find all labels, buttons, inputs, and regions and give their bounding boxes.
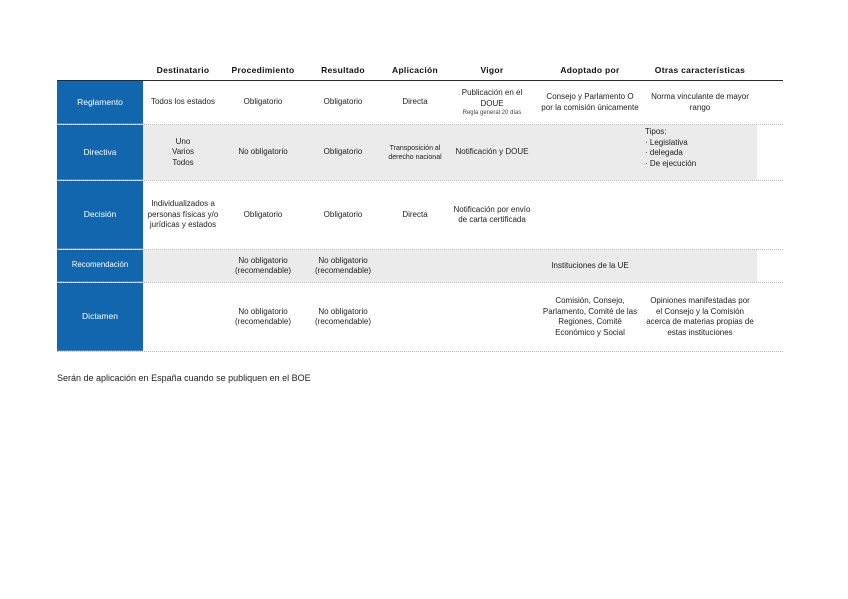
cell-otras: Opiniones manifestadas por el Consejo y la Comisión acerca de materias propias de estas instituciones <box>646 296 754 337</box>
cell-vigor <box>447 250 537 282</box>
footnote: Serán de aplicación en España cuando se publiquen en el BOE <box>57 373 311 383</box>
cell-aplicacion <box>383 283 447 351</box>
cell-destinatario <box>143 283 223 351</box>
header-procedimiento: Procedimiento <box>231 65 295 75</box>
cell-resultado: Obligatorio <box>303 125 383 180</box>
destinatario-item: Varios <box>171 147 195 157</box>
table-body <box>57 81 783 352</box>
table-row-decision <box>57 181 783 250</box>
cell-adoptado: Comisión, Consejo, Parlamento, Comité de las Regiones, Comité Económico y Social <box>542 296 638 337</box>
table-row-directiva <box>57 125 783 181</box>
table-header <box>57 60 783 81</box>
cell-vigor: Notificación por envío de carta certificada <box>453 204 531 224</box>
cell-destinatario: Todos los estados <box>150 97 216 107</box>
cell-aplicacion: Transposición al derecho nacional <box>383 125 447 180</box>
table-row-recomendacion <box>57 250 783 283</box>
table-row-reglamento <box>57 81 783 125</box>
table-row-dictamen <box>57 283 783 352</box>
header-aplicacion: Aplicación <box>392 65 438 75</box>
list-item: · De ejecución <box>645 159 696 170</box>
header-otras: Otras características <box>654 65 746 75</box>
header-vigor: Vigor <box>480 65 504 75</box>
tipos-title: Tipos: <box>645 127 667 136</box>
cell-resultado: No obligatorio (recomendable) <box>314 306 372 326</box>
cell-procedimiento: Obligatorio <box>243 97 283 107</box>
cell-otras <box>643 250 757 282</box>
cell-resultado: Obligatorio <box>323 209 363 219</box>
destinatario-item: Todos <box>172 157 194 167</box>
cell-resultado: Obligatorio <box>323 97 363 107</box>
cell-otras: Norma vinculante de mayor rango <box>651 92 749 112</box>
cell-aplicacion <box>383 250 447 282</box>
row-label-directiva: Directiva <box>57 125 143 180</box>
tipos-list <box>645 138 696 170</box>
cell-procedimiento: No obligatorio (recomendable) <box>223 250 303 282</box>
header-empty <box>57 60 143 80</box>
list-item: · delegada <box>645 148 696 159</box>
row-label-decision: Decisión <box>57 181 143 249</box>
cell-adoptado: Instituciones de la UE <box>537 250 643 282</box>
vigor-text: Publicación en el DOUE <box>461 88 523 108</box>
cell-adoptado <box>537 181 643 249</box>
cell-resultado: No obligatorio (recomendable) <box>303 250 383 282</box>
cell-adoptado <box>537 125 643 180</box>
vigor-note: Regla general 20 días <box>462 110 522 116</box>
cell-destinatario <box>143 125 223 180</box>
header-adoptado: Adoptado por <box>560 65 620 75</box>
row-label-dictamen: Dictamen <box>57 283 143 351</box>
row-label-reglamento: Reglamento <box>57 81 143 124</box>
cell-destinatario <box>143 250 223 282</box>
cell-otras <box>643 125 757 180</box>
cell-vigor <box>447 81 537 124</box>
cell-aplicacion: Directa <box>402 97 428 107</box>
cell-procedimiento: No obligatorio (recomendable) <box>234 306 292 326</box>
row-label-recomendacion: Recomendación <box>57 250 143 282</box>
cell-procedimiento: No obligatorio <box>223 125 303 180</box>
cell-vigor <box>447 283 537 351</box>
header-resultado: Resultado <box>321 65 365 75</box>
cell-otras <box>643 181 757 249</box>
cell-aplicacion: Directa <box>402 209 428 219</box>
header-destinatario: Destinatario <box>156 65 210 75</box>
list-item: · Legislativa <box>645 138 696 149</box>
cell-destinatario: Individualizados a personas físicas y/o jurídicas y estados <box>147 199 219 230</box>
cell-vigor: Notificación y DOUE <box>447 125 537 180</box>
cell-adoptado: Consejo y Parlamento O por la comisión únicamente <box>541 92 639 112</box>
cell-procedimiento: Obligatorio <box>243 209 283 219</box>
destinatario-item: Uno <box>175 136 191 146</box>
